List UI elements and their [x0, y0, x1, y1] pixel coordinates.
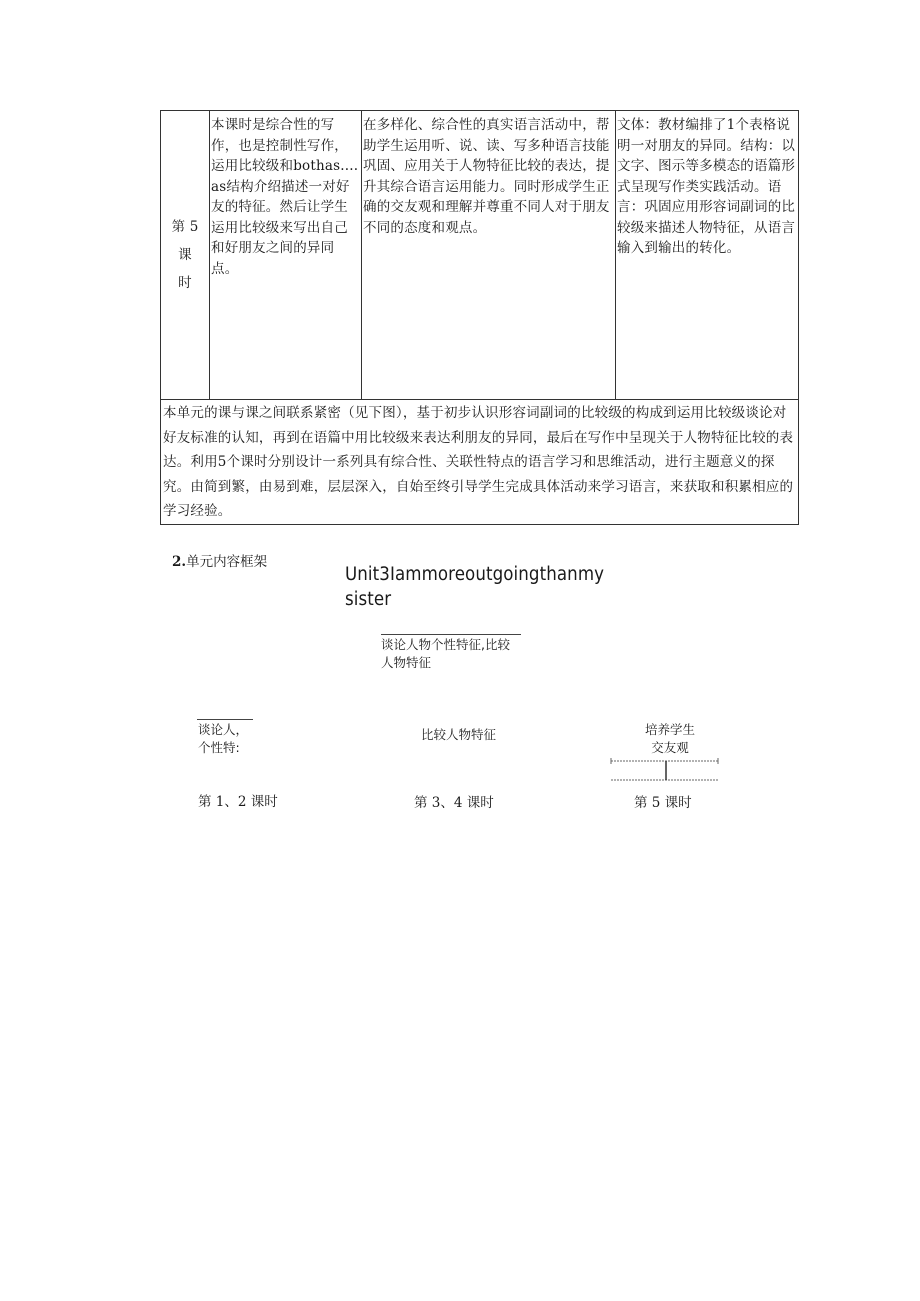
lesson-goal-cell: [362, 111, 616, 400]
lesson-content-cell: [210, 111, 362, 400]
lesson-table: [160, 110, 799, 525]
connector-bracket: [608, 756, 720, 786]
lesson-number-cell: [161, 111, 210, 400]
lesson-goal-text: 在多样化、综合性的真实语言活动中，帮助学生运用听、说、读、写多种语言技能巩固、应用关于人物特征比较的表达，提升其综合语言运用能力。同时形成学生正确的交友观和理解并尊重不同人对于朋友不同的态度和观点。: [363, 117, 610, 236]
unit-title: Unit3Iammoreoutgoingthanmysister: [345, 564, 605, 610]
unit-summary-text: 本单元的课与课之间联系紧密（见下图），基于初步认识形容词副词的比较级的构成到运用比较级谈论对好友标准的认知，再到在语篇中用比较级来表达利朋友的异同，最后在写作中呈现关于人物特征比较的表达。利用5个课时分别设计一系列具有综合性、关联性特点的语言学习和思维活动，进行主题意义的探究。由简到繁，由易到难，层层深入，自始至终引导学生完成具体活动来学习语言，来获取和积累相应的学习经验。: [163, 405, 794, 519]
framework-node-col1: 谈论人，个性特:: [198, 722, 249, 755]
framework-node-col3: 培养学生交友观: [644, 722, 695, 755]
lesson-label-line: 第 5: [171, 219, 199, 235]
lesson-label-1: 第 1、2 课时: [198, 794, 278, 810]
lesson-label-3: 第 5 课时: [634, 795, 692, 811]
lesson-label-line: 课: [178, 247, 192, 263]
framework-top-node: 谈论人物个性特征,比较人物特征: [381, 637, 510, 670]
unit-summary-cell: [161, 400, 799, 525]
section-title: 单元内容框架: [186, 554, 268, 570]
node-col1-line: [197, 719, 253, 720]
lesson-label-line: 时: [178, 275, 192, 291]
table-row: [161, 111, 799, 400]
table-row: [161, 400, 799, 525]
lesson-analysis-text: 文体：教材编排了1个表格说明一对朋友的异同。结构：以文字、图示等多模态的语篇形式呈现写作类实践活动。语言：巩固应用形容词副词的比较级来描述人物特征，从语言输入到输出的转化。: [617, 117, 796, 256]
framework-node-col2: 比较人物特征: [421, 727, 497, 742]
lesson-label-2: 第 3、4 课时: [414, 795, 494, 811]
section-number: 2.: [172, 554, 187, 570]
lesson-analysis-cell: [616, 111, 799, 400]
node-top-line: [381, 634, 521, 635]
section-heading: [172, 550, 267, 570]
lesson-content-text: 本课时是综合性的写作，也是控制性写作，运用比较级和bothas....as结构介绍描述一对好友的特征。然后让学生运用比较级来写出自己和好朋友之间的异同点。: [211, 117, 359, 277]
